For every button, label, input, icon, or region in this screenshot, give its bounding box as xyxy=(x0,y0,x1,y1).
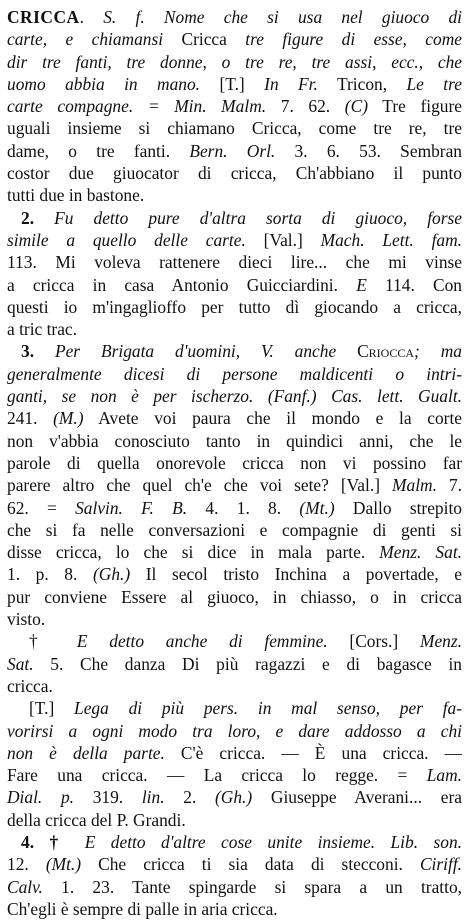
italic-text: Lega di più pers. in mal senso, per fa- xyxy=(74,698,462,719)
text-segment: Avete voi paura che il mondo e la corte xyxy=(83,408,462,429)
text-segment: 1. 23. Tante spingarde si spara a un tratto, xyxy=(42,876,462,897)
text-segment: non v'abbia conosciuto tanto in quindici anni, che le xyxy=(7,430,462,451)
text-segment: [T.] xyxy=(29,698,75,719)
italic-text: carte compagne. = Min. Malm. xyxy=(7,96,267,117)
italic-text: generalmente dicesi di persone maldicenti o intri- xyxy=(7,363,462,384)
section-number: 2. xyxy=(21,207,55,228)
text-segment: 1. p. 8. xyxy=(7,564,93,585)
italic-text: non è della parte. xyxy=(7,742,165,763)
text-line xyxy=(7,497,462,519)
text-segment: 5. Che danza Di più ragazzi e di bagasce in xyxy=(33,653,462,674)
italic-text: (C) xyxy=(344,96,368,117)
text-line xyxy=(7,563,462,585)
text-segment: Cricca xyxy=(181,29,227,50)
italic-text: dir tre fanti, tre donne, o tre re, tre assi, ecc., che xyxy=(7,51,462,72)
text-segment: 114. Con xyxy=(366,274,462,295)
italic-text: Fu detto pure d'altra sorta di giuoco, forse xyxy=(54,207,462,228)
text-line xyxy=(7,95,462,117)
text-segment: questi io m'ingaglioffo per tutto dì giocando a cricca, xyxy=(7,296,462,317)
italic-text: (Gh.) xyxy=(92,564,131,585)
text-line xyxy=(7,853,462,875)
italic-text: Per Brigata d'uomini, V. anche xyxy=(54,341,337,362)
italic-text: uomo abbia in mano. xyxy=(7,73,201,94)
italic-text: S. f. Nome che si usa nel giuoco di xyxy=(103,7,462,27)
italic-text: Ciriff. xyxy=(419,854,462,875)
text-segment: 12. xyxy=(7,854,46,875)
text-segment: Il secol tristo Inchina a povertade, e xyxy=(130,564,462,585)
text-line xyxy=(7,764,462,786)
text-segment: uguali insieme si chiamano Cricca, come tre re, tre xyxy=(7,118,462,139)
text-line xyxy=(7,251,462,273)
text-line xyxy=(7,51,462,73)
text-line xyxy=(7,608,462,630)
text-segment: † xyxy=(29,631,77,652)
text-line xyxy=(7,809,462,831)
text-line xyxy=(7,385,462,407)
text-segment: visto. xyxy=(7,609,46,630)
text-line xyxy=(7,675,462,697)
text-segment: [Cors.] xyxy=(327,631,420,652)
italic-text: Le tre xyxy=(406,73,462,94)
text-segment: 2. xyxy=(164,787,215,808)
italic-text: Bern. Orl. xyxy=(189,140,276,161)
italic-text: (M.) xyxy=(53,408,84,429)
italic-text: ; ma xyxy=(414,341,462,362)
text-line xyxy=(7,363,462,385)
text-segment: della cricca del P. Grandi. xyxy=(7,809,186,830)
text-segment: Che cricca ti sia data di stecconi. xyxy=(81,854,420,875)
text-line xyxy=(7,6,462,28)
italic-text: simile a quello delle carte. xyxy=(7,229,246,250)
text-line xyxy=(7,831,462,853)
text-line xyxy=(7,452,462,474)
section-number: 3. xyxy=(21,341,55,362)
italic-text: Malm. xyxy=(392,475,437,496)
text-segment: pur conviene Essere al giuoco, in chiasso, o in cricca xyxy=(7,586,462,607)
dictionary-entry-cricca xyxy=(7,6,462,920)
text-line xyxy=(7,519,462,541)
italic-text: (Mt.) xyxy=(45,854,82,875)
text-segment: Fare una cricca. — La cricca lo regge. = xyxy=(7,765,427,786)
italic-text: Lam. xyxy=(426,765,462,786)
text-segment: 113. Mi voleva rattenere dieci lire... che mi vinse xyxy=(7,252,462,273)
text-segment: . xyxy=(79,7,104,27)
text-segment: cricca. xyxy=(7,675,53,696)
text-segment: a cricca in casa Antonio Guicciardini. xyxy=(7,274,357,295)
italic-text: tre figure di esse, come xyxy=(226,29,462,50)
text-line xyxy=(7,274,462,296)
text-line xyxy=(7,541,462,563)
text-line xyxy=(7,786,462,808)
italic-text: (Gh.) xyxy=(215,787,253,808)
text-segment: che si fa nelle conversazioni e compagnie di genti si xyxy=(7,519,462,540)
italic-text: E detto d'altre cose unite insieme. Lib. son. xyxy=(84,831,462,852)
text-segment: 3. 6. 53. Sembran xyxy=(275,140,462,161)
text-segment: costor due giuocator di cricca, Ch'abbiano il punto xyxy=(7,163,462,184)
text-line xyxy=(7,340,462,362)
text-segment: Tricon, xyxy=(317,73,407,94)
text-line xyxy=(7,742,462,764)
text-segment: [Val.] xyxy=(245,229,321,250)
text-segment: 7. xyxy=(436,475,462,496)
text-line xyxy=(7,162,462,184)
text-line xyxy=(7,474,462,496)
text-line xyxy=(7,207,462,229)
text-segment: parere altro che quel ch'e che voi sete? [Val.] xyxy=(7,475,393,496)
text-segment: disse cricca, lo che si dice in mala parte. xyxy=(7,542,380,563)
italic-text: Menz. xyxy=(419,631,462,652)
text-segment: Dallo strepito xyxy=(334,497,462,518)
italic-text: Sat. xyxy=(7,653,34,674)
text-segment: parole di quella onorevole cricca non vi possino far xyxy=(7,452,462,473)
text-segment: Ch'egli è sempre di palle in aria cricca. xyxy=(7,898,278,919)
text-line xyxy=(7,630,462,652)
text-line xyxy=(7,140,462,162)
headword: CRICCA xyxy=(7,7,80,27)
text-line xyxy=(7,73,462,95)
italic-text: E xyxy=(356,274,367,295)
italic-text: Menz. Sat. xyxy=(379,542,462,563)
italic-text: Calv. xyxy=(7,876,43,897)
small-caps-text: Criocca xyxy=(336,341,415,362)
text-line xyxy=(7,296,462,318)
italic-text: Mach. Lett. fam. xyxy=(320,229,462,250)
text-line xyxy=(7,430,462,452)
text-segment: tutti due in bastone. xyxy=(7,185,145,206)
italic-text: E detto anche di femmine. xyxy=(76,631,328,652)
text-segment: 62. = xyxy=(7,497,76,518)
text-segment: 319. xyxy=(74,787,142,808)
italic-text: carte, e chiamansi xyxy=(7,29,182,50)
text-segment: 7. 62. xyxy=(266,96,345,117)
text-segment: a tric trac. xyxy=(7,319,77,340)
text-segment: Tre figure xyxy=(367,96,462,117)
text-line xyxy=(7,184,462,206)
text-line xyxy=(7,697,462,719)
text-segment: dame, o tre fanti. xyxy=(7,140,190,161)
text-line xyxy=(7,407,462,429)
text-line xyxy=(7,876,462,898)
italic-text: (Mt.) xyxy=(299,497,335,518)
italic-text: Dial. p. xyxy=(7,787,75,808)
italic-text: lin. xyxy=(141,787,165,808)
section-number: 4. † xyxy=(21,831,85,852)
text-segment: [T.] xyxy=(200,73,265,94)
text-segment: C'è cricca. — È una cricca. — xyxy=(164,742,462,763)
text-line xyxy=(7,28,462,50)
text-line xyxy=(7,586,462,608)
text-line xyxy=(7,318,462,340)
text-segment: Giuseppe Averani... era xyxy=(252,787,462,808)
text-line xyxy=(7,229,462,251)
text-segment: 4. 1. 8. xyxy=(187,497,300,518)
italic-text: Salvin. F. B. xyxy=(75,497,188,518)
text-line xyxy=(7,117,462,139)
text-line xyxy=(7,898,462,920)
text-line xyxy=(7,653,462,675)
text-segment: 241. xyxy=(7,408,54,429)
italic-text: vorirsi a ogni modo tra loro, e dare addosso a chi xyxy=(7,720,462,741)
italic-text: In Fr. xyxy=(264,73,318,94)
text-line xyxy=(7,720,462,742)
italic-text: ganti, se non è per ischerzo. (Fanf.) Cas. lett. Gualt. xyxy=(7,386,462,407)
